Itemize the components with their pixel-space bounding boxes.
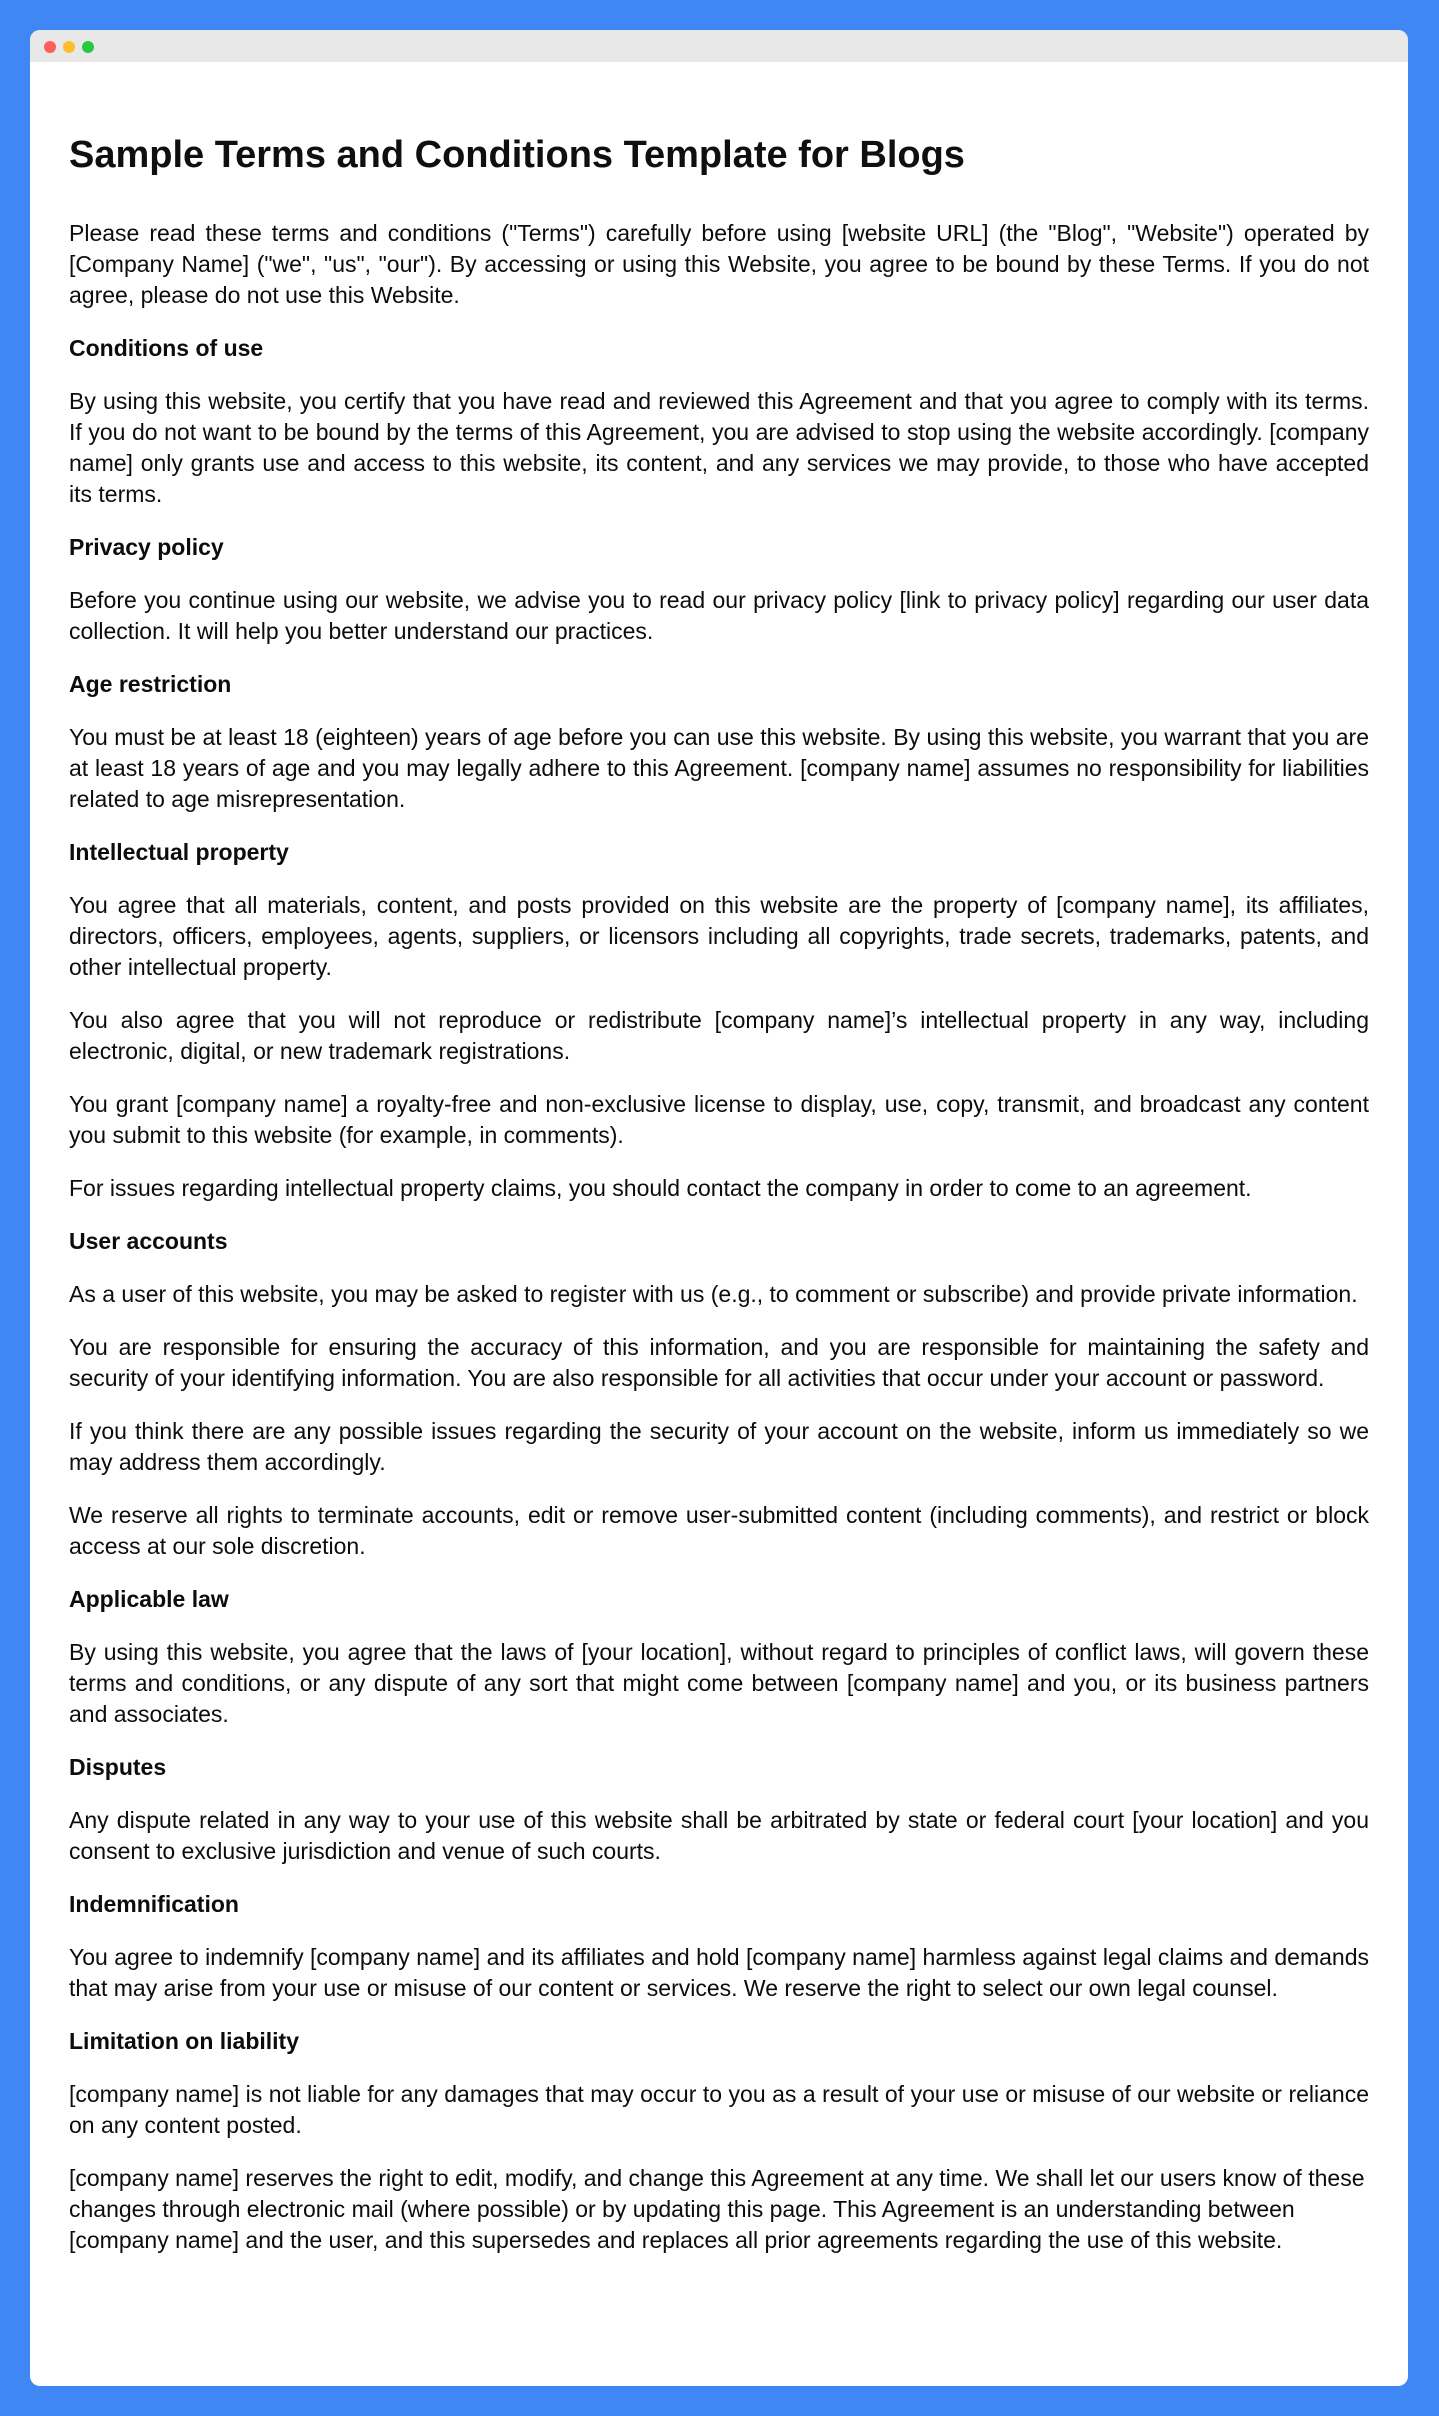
- age-paragraph: You must be at least 18 (eighteen) years of age before you can use this website. By using this website, you warrant that you are at least 18 years of age and you may legally adhere to this Agreement. [company name] assumes no responsibility for liabilities related to age misrepresentation.: [69, 724, 1369, 812]
- disputes-paragraph: Any dispute related in any way to your use of this website shall be arbitrated by state or federal court [your location] and you consent to exclusive jurisdiction and venue of such courts.: [69, 1807, 1369, 1864]
- section-heading-conditions: Conditions of use: [69, 335, 264, 361]
- liability-paragraph-1: [company name] is not liable for any damages that may occur to you as a result of your use or misuse of our website or reliance on any content posted.: [69, 2081, 1369, 2138]
- section-heading-liability: Limitation on liability: [69, 2028, 299, 2054]
- section-heading-privacy: Privacy policy: [69, 534, 224, 560]
- minimize-dot-icon[interactable]: [63, 41, 75, 53]
- accounts-paragraph-4: We reserve all rights to terminate accounts, edit or remove user-submitted content (including comments), and restrict or block access at our sole discretion.: [69, 1502, 1369, 1559]
- law-paragraph: By using this website, you agree that the laws of [your location], without regard to principles of conflict laws, will govern these terms and conditions, or any dispute of any sort that might come between [company name] and you, or its business partners and associates.: [69, 1639, 1369, 1727]
- accounts-paragraph-1: As a user of this website, you may be asked to register with us (e.g., to comment or subscribe) and provide private information.: [69, 1281, 1358, 1307]
- page-title: Sample Terms and Conditions Template for Blogs: [69, 134, 965, 176]
- ip-paragraph-2: You also agree that you will not reproduce or redistribute [company name]’s intellectual property in any way, including electronic, digital, or new trademark registrations.: [69, 1007, 1369, 1064]
- window-titlebar: [30, 30, 1408, 62]
- accounts-paragraph-2: You are responsible for ensuring the accuracy of this information, and you are responsible for maintaining the safety and security of your identifying information. You are also responsible for all activities that occur under your account or password.: [69, 1334, 1369, 1391]
- ip-paragraph-1: You agree that all materials, content, and posts provided on this website are the property of [company name], its affiliates, directors, officers, employees, agents, suppliers, or licensors including all copyrights, trade secrets, trademarks, patents, and other intellectual property.: [69, 892, 1369, 980]
- section-heading-age: Age restriction: [69, 671, 232, 697]
- ip-paragraph-4: For issues regarding intellectual property claims, you should contact the company in order to come to an agreement.: [69, 1175, 1252, 1201]
- section-heading-applicable-law: Applicable law: [69, 1586, 229, 1612]
- indemnification-paragraph: You agree to indemnify [company name] and its affiliates and hold [company name] harmless against legal claims and demands that may arise from your use or misuse of our content or services. We reserve the right to select our own legal counsel.: [69, 1944, 1369, 2001]
- liability-paragraph-2: [company name] reserves the right to edit, modify, and change this Agreement at any time. We shall let our users know of these changes through electronic mail (where possible) or by updating this page. This Agreement is an understanding between [company name] and the user, and this supersedes and replaces all prior agreements regarding the use of this website.: [69, 2165, 1365, 2253]
- ip-paragraph-3: You grant [company name] a royalty-free and non-exclusive license to display, use, copy, transmit, and broadcast any content you submit to this website (for example, in comments).: [69, 1091, 1369, 1148]
- section-heading-intellectual-property: Intellectual property: [69, 839, 289, 865]
- document-body: [30, 132, 1408, 2256]
- privacy-paragraph: Before you continue using our website, we advise you to read our privacy policy [link to privacy policy] regarding our user data collection. It will help you better understand our practices.: [69, 587, 1369, 644]
- section-heading-disputes: Disputes: [69, 1754, 167, 1780]
- intro-paragraph: Please read these terms and conditions ("Terms") carefully before using [website URL] (the "Blog", "Website") operated by [Company Name] ("we", "us", "our"). By accessing or using this Website, you agree to be bound by these Terms. If you do not agree, please do not use this Website.: [69, 220, 1369, 308]
- close-dot-icon[interactable]: [44, 41, 56, 53]
- accounts-paragraph-3: If you think there are any possible issues regarding the security of your account on the website, inform us immediately so we may address them accordingly.: [69, 1418, 1369, 1475]
- browser-window: [30, 30, 1408, 2386]
- section-heading-indemnification: Indemnification: [69, 1891, 239, 1917]
- section-heading-user-accounts: User accounts: [69, 1228, 228, 1254]
- conditions-paragraph: By using this website, you certify that you have read and reviewed this Agreement and that you agree to comply with its terms. If you do not want to be bound by the terms of this Agreement, you are advised to stop using the website accordingly. [company name] only grants use and access to this website, its content, and any services we may provide, to those who have accepted its terms.: [69, 388, 1369, 507]
- maximize-dot-icon[interactable]: [82, 41, 94, 53]
